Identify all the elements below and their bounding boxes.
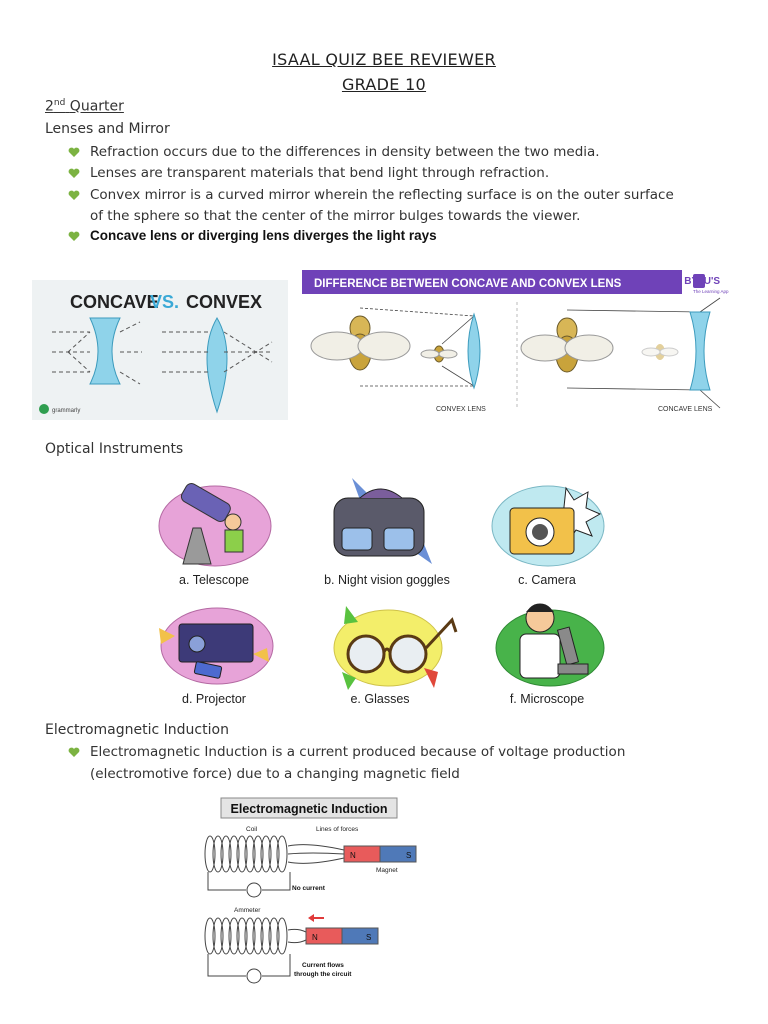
coil-top bbox=[205, 836, 344, 890]
bullet-refraction: Refraction occurs due to the differences in density between the two media. bbox=[90, 144, 600, 160]
magnet-label: Magnet bbox=[376, 867, 398, 874]
vs-word: VS. bbox=[150, 292, 180, 312]
bullet-convex-mirror-cont: of the sphere so that the center of the mirror bulges towards the viewer. bbox=[90, 208, 581, 224]
convex-lens-shape bbox=[468, 314, 480, 388]
grammarly-logo bbox=[39, 404, 49, 414]
em-heading: Electromagnetic Induction bbox=[45, 722, 229, 738]
bullet-convex-mirror: Convex mirror is a curved mirror wherein the reflecting surface is on the outer surface bbox=[90, 187, 674, 203]
magnet-n-label-bottom: N bbox=[312, 933, 318, 942]
microscope-figure bbox=[492, 598, 612, 690]
byjus-logo-text: BYJU'S bbox=[684, 276, 720, 287]
ammeter-bottom bbox=[247, 969, 261, 983]
heart-bullet-icon bbox=[68, 147, 80, 158]
grade-title: GRADE 10 bbox=[341, 75, 427, 94]
concave-lens-shape bbox=[690, 312, 710, 390]
coil-bottom bbox=[205, 918, 306, 976]
caption-microscope: f. Microscope bbox=[509, 692, 585, 706]
camera-icon bbox=[488, 478, 608, 570]
em-bullet-line2: (electromotive force) due to a changing magnetic field bbox=[90, 766, 460, 782]
coil-label: Coil bbox=[246, 826, 258, 833]
quarter-label: Quarter bbox=[69, 98, 124, 115]
projector-icon bbox=[155, 600, 275, 688]
bee-icon-small bbox=[421, 346, 457, 362]
caption-telescope: a. Telescope bbox=[179, 573, 249, 587]
goggles-icon bbox=[320, 474, 440, 570]
optical-heading: Optical Instruments bbox=[45, 441, 184, 457]
document-title: ISAAL QUIZ BEE REVIEWER bbox=[272, 50, 496, 69]
heart-bullet-icon bbox=[68, 747, 80, 758]
projector-figure bbox=[155, 600, 275, 688]
byjus-banner-text: DIFFERENCE BETWEEN CONCAVE AND CONVEX LENS bbox=[314, 278, 622, 290]
telescope-icon bbox=[155, 478, 275, 570]
quarter-suffix: nd bbox=[53, 98, 66, 108]
lenses-heading: Lenses and Mirror bbox=[45, 121, 170, 137]
caption-glasses: e. Glasses bbox=[350, 692, 410, 706]
em-induction-figure bbox=[198, 796, 420, 994]
ammeter-label: Ammeter bbox=[234, 907, 261, 914]
ammeter-top bbox=[247, 883, 261, 897]
current-flows-label: Current flows bbox=[302, 962, 344, 969]
em-figure-title: Electromagnetic Induction bbox=[230, 802, 388, 816]
magnet-n-label: N bbox=[350, 851, 356, 860]
grammarly-label: grammarly bbox=[52, 408, 81, 414]
caption-goggles: b. Night vision goggles bbox=[324, 573, 450, 587]
quarter-number: 2 bbox=[45, 98, 54, 115]
concave-lens-label: CONCAVE LENS bbox=[658, 406, 713, 413]
concave-lens-shape bbox=[90, 318, 120, 384]
concave-word: CONCAVE bbox=[70, 292, 159, 312]
caption-projector: d. Projector bbox=[182, 692, 246, 706]
bee-icon-large bbox=[311, 316, 410, 370]
camera-figure bbox=[488, 478, 608, 570]
bee-icon-right bbox=[521, 318, 613, 372]
bee-icon-virtual bbox=[642, 344, 678, 360]
lines-label: Lines of forces bbox=[316, 826, 359, 833]
bullet-lenses: Lenses are transparent materials that bend light through refraction. bbox=[90, 165, 550, 181]
byjus-logo-sub: The Learning App bbox=[693, 289, 729, 294]
magnet-s-bottom bbox=[342, 928, 378, 944]
heart-bullet-icon bbox=[68, 168, 80, 179]
no-current-label: No current bbox=[292, 885, 325, 892]
heart-bullet-icon bbox=[68, 190, 80, 201]
bullet-concave-lens: Concave lens or diverging lens diverges the light rays bbox=[90, 228, 437, 243]
goggles-figure bbox=[320, 474, 440, 570]
convex-word: CONVEX bbox=[186, 292, 263, 312]
byjus-lens-figure bbox=[302, 268, 729, 418]
caption-camera: c. Camera bbox=[518, 573, 576, 587]
em-bullet-line1: Electromagnetic Induction is a current produced because of voltage production bbox=[90, 744, 626, 760]
glasses-icon bbox=[328, 602, 460, 690]
heart-bullet-icon bbox=[68, 231, 80, 242]
telescope-figure bbox=[155, 478, 275, 570]
convex-lens-label: CONVEX LENS bbox=[436, 406, 486, 413]
concave-vs-convex-figure bbox=[32, 280, 288, 420]
quarter-heading bbox=[45, 98, 124, 115]
magnet-s-label-bottom: S bbox=[366, 933, 372, 942]
magnet-s-label: S bbox=[406, 851, 412, 860]
microscope-icon bbox=[492, 598, 612, 690]
glasses-figure bbox=[328, 602, 460, 690]
through-circuit-label: through the circuit bbox=[294, 971, 352, 978]
